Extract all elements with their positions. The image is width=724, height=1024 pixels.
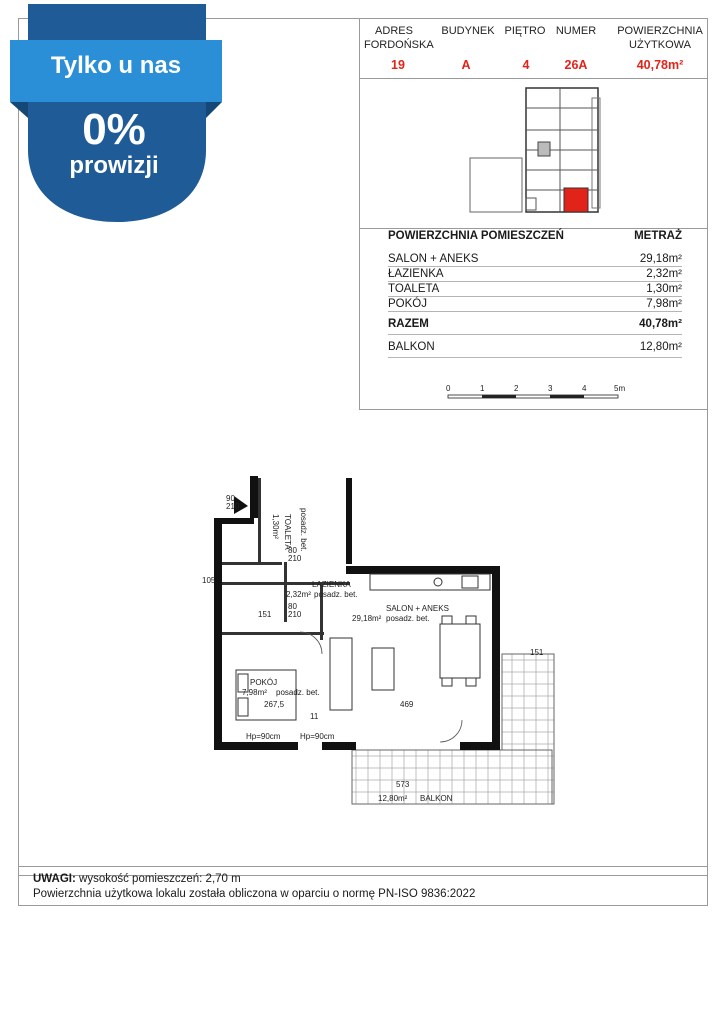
scale-tick: 0 xyxy=(446,384,451,393)
lazienka-area: 2,32m² xyxy=(286,590,311,599)
rooms-total-row xyxy=(388,312,682,335)
notes-height: wysokość pomieszczeń: 2,70 m xyxy=(79,873,241,885)
building-value: A xyxy=(461,58,471,72)
salon-floor: posadz. bet. xyxy=(386,614,430,623)
balcony-row xyxy=(388,335,682,358)
notes-label: UWAGI: xyxy=(33,873,76,885)
balkon-area: 12,80m² xyxy=(378,794,408,803)
dim-label: 11 xyxy=(310,712,319,721)
key-plan xyxy=(360,78,708,229)
header-label-floor: PIĘTRO xyxy=(504,25,546,37)
header-label-number: NUMER xyxy=(555,25,597,37)
room-area: 2,32m² xyxy=(646,268,682,280)
dim-label: 80 xyxy=(288,546,297,555)
rooms-col-name: POWIERZCHNIA POMIESZCZEŃ xyxy=(388,230,564,242)
room-area: 7,98m² xyxy=(646,298,682,310)
rooms-col-area: METRAŻ xyxy=(634,230,682,242)
header-label-area: POWIERZCHNIA UŻYTKOWA xyxy=(617,25,703,51)
dim-label: Hp=90cm xyxy=(300,732,335,741)
dim-label: 267,5 xyxy=(264,700,285,709)
balcony-area: 12,80m² xyxy=(639,341,682,353)
salon-area: 29,18m² xyxy=(352,614,382,623)
header-label-building: BUDYNEK xyxy=(441,25,495,37)
scale-bar xyxy=(440,384,640,404)
key-plan-drawing xyxy=(360,78,709,228)
room-row xyxy=(388,267,682,282)
scale-tick: 4 xyxy=(582,384,587,393)
promo-badge xyxy=(0,0,230,230)
info-panel xyxy=(359,18,708,410)
room-name: SALON + ANEKS xyxy=(388,253,479,265)
toaleta-label: TOALETA xyxy=(283,514,292,550)
dim-label: 210 xyxy=(288,554,302,563)
notes-box xyxy=(18,866,708,906)
toaleta-floor: posadz. bet. xyxy=(299,508,308,552)
number-value: 26A xyxy=(564,58,588,72)
scale-tick: 1 xyxy=(480,384,485,393)
apartment-header xyxy=(360,18,708,79)
rooms-table-header xyxy=(388,230,682,252)
total-area: 40,78m² xyxy=(639,318,682,330)
room-row xyxy=(388,297,682,312)
dim-label: 573 xyxy=(396,780,410,789)
room-row xyxy=(388,282,682,297)
pokoj-floor: posadz. bet. xyxy=(276,688,320,697)
notes-line-1 xyxy=(33,872,693,887)
scale-tick: 3 xyxy=(548,384,553,393)
lazienka-label: ŁAZIENKA xyxy=(312,580,351,589)
header-label-address xyxy=(364,24,434,52)
room-name: TOALETA xyxy=(388,283,440,295)
notes-line-2: Powierzchnia użytkowa lokalu została obliczona w oparciu o normę PN-ISO 9836:2022 xyxy=(33,888,476,900)
dim-label: 210 xyxy=(226,502,240,511)
floor-plan-drawing xyxy=(200,468,580,808)
promo-percent: 0% xyxy=(82,105,146,154)
floor-plan xyxy=(200,468,580,808)
dim-label: 210 xyxy=(288,610,302,619)
dim-label: 151 xyxy=(530,648,544,657)
promo-subtitle: prowizji xyxy=(69,152,159,179)
dim-label: 105 xyxy=(202,576,216,585)
room-area: 29,18m² xyxy=(639,253,682,265)
area-value: 40,78m² xyxy=(636,58,684,72)
toaleta-area: 1,30m² xyxy=(271,514,280,539)
lazienka-floor: posadz. bet. xyxy=(314,590,358,599)
scale-tick: 2 xyxy=(514,384,519,393)
pokoj-label: POKÓJ xyxy=(250,678,278,687)
promo-tag-text: Tylko u nas xyxy=(50,52,182,79)
room-area: 1,30m² xyxy=(646,283,682,295)
salon-label: SALON + ANEKS xyxy=(386,604,449,613)
promo-tag xyxy=(10,40,222,102)
room-row xyxy=(388,252,682,267)
dim-label: 80 xyxy=(288,602,297,611)
room-name: ŁAZIENKA xyxy=(388,268,444,280)
scale-tick: 5m xyxy=(614,384,626,393)
pokoj-area: 7,98m² xyxy=(242,688,267,697)
balcony-label: BALKON xyxy=(388,341,435,353)
balkon-label: BALKON xyxy=(420,794,453,803)
floor-value: 4 xyxy=(522,58,530,72)
scale-bar-graphic xyxy=(440,390,640,410)
address-value: 19 xyxy=(391,58,405,72)
dim-label: 151 xyxy=(258,610,272,619)
room-name: POKÓJ xyxy=(388,298,427,310)
total-label: RAZEM xyxy=(388,318,429,330)
dim-label: Hp=90cm xyxy=(246,732,281,741)
dim-label: 90 xyxy=(226,494,235,503)
dim-label: 469 xyxy=(400,700,414,709)
address-label: ADRES FORDOŃSKA xyxy=(364,25,434,51)
rooms-table xyxy=(388,230,682,358)
